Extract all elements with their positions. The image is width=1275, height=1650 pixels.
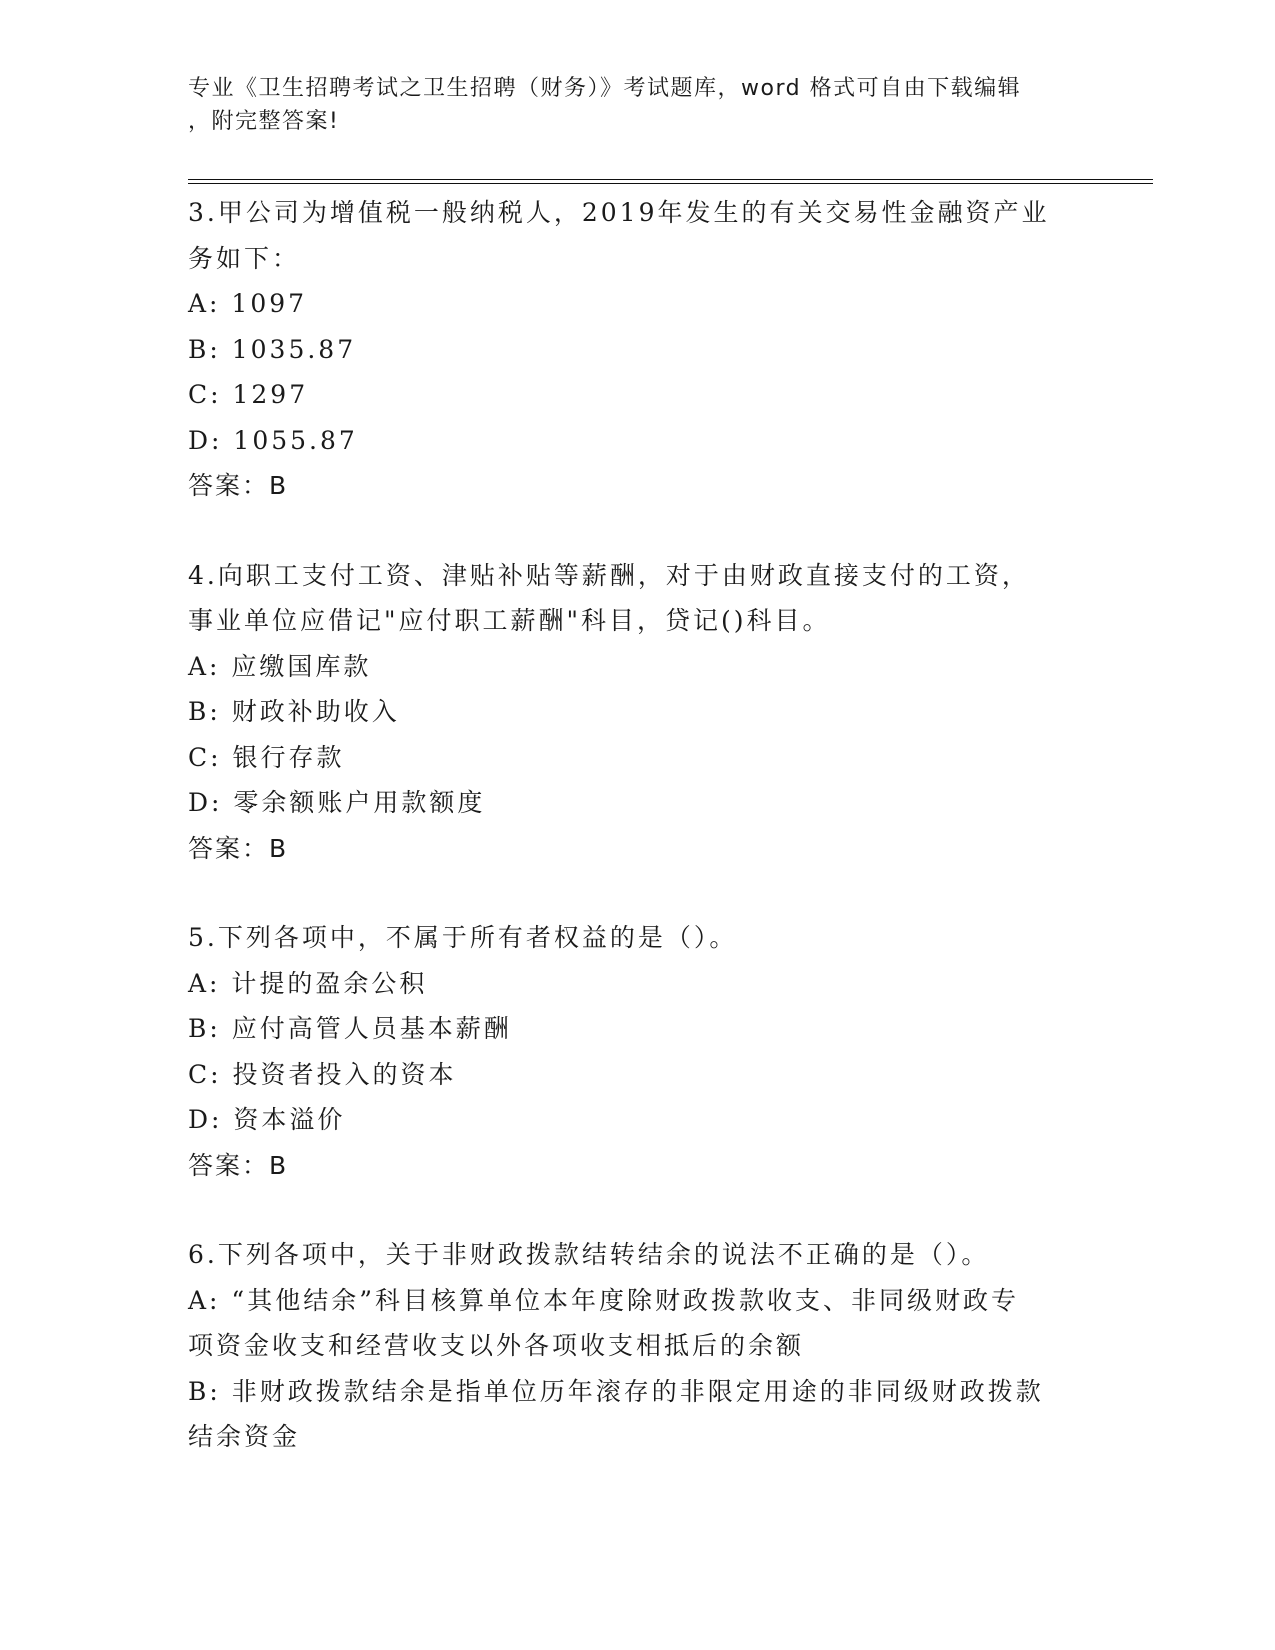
option-b: B: 1035.87	[188, 334, 357, 364]
option-b: B: 应付高管人员基本薪酬	[188, 1014, 512, 1043]
question-stem-line: 务如下：	[188, 243, 301, 273]
answer-line: 答案：B	[188, 833, 289, 863]
option-d: D: 1055.87	[188, 425, 358, 455]
document-header	[188, 72, 1088, 138]
answer-line: 答案：B	[188, 471, 289, 500]
header-divider-bottom	[188, 183, 1153, 184]
option-c: C: 1297	[188, 380, 309, 409]
header-divider-top	[188, 179, 1153, 180]
question-stem-line: 5.下列各项中，不属于所有者权益的是（）。	[188, 923, 738, 952]
option-d: D: 资本溢价	[188, 1105, 346, 1134]
answer-line: 答案：B	[188, 1150, 289, 1180]
question-stem-line: 6.下列各项中，关于非财政拨款结转结余的说法不正确的是（）。	[188, 1240, 990, 1269]
option-a-continued: 项资金收支和经营收支以外各项收支相抵后的余额	[188, 1331, 805, 1360]
option-c: C: 投资者投入的资本	[188, 1059, 457, 1089]
option-c: C: 银行存款	[188, 742, 345, 772]
question-3	[188, 190, 1088, 509]
header-line-2: ，附完整答案!	[188, 109, 340, 134]
question-stem-line: 4.向职工支付工资、津贴补贴等薪酬，对于由财政直接支付的工资，	[188, 560, 1030, 590]
option-a: A: 计提的盈余公积	[188, 968, 428, 998]
question-4	[188, 553, 1088, 872]
option-a: A: 1097	[188, 289, 308, 318]
option-b: B: 非财政拨款结余是指单位历年滚存的非限定用途的非同级财政拨款	[188, 1376, 1044, 1406]
question-6	[188, 1232, 1088, 1460]
option-d: D: 零余额账户用款额度	[188, 788, 486, 817]
question-list	[188, 190, 1088, 1504]
question-stem-line: 3.甲公司为增值税一般纳税人，2019年发生的有关交易性金融资产业	[188, 198, 1050, 227]
option-a: A: “其他结余”科目核算单位本年度除财政拨款收支、非同级财政专	[188, 1285, 1019, 1315]
question-stem-line: 事业单位应借记"应付职工薪酬"科目，贷记()科目。	[188, 606, 831, 635]
option-a: A: 应缴国库款	[188, 651, 372, 681]
header-line-1: 专业《卫生招聘考试之卫生招聘（财务）》考试题库，word 格式可自由下载编辑	[188, 76, 1022, 101]
option-b-continued: 结余资金	[188, 1422, 301, 1451]
option-b: B: 财政补助收入	[188, 697, 400, 726]
question-5	[188, 915, 1088, 1188]
